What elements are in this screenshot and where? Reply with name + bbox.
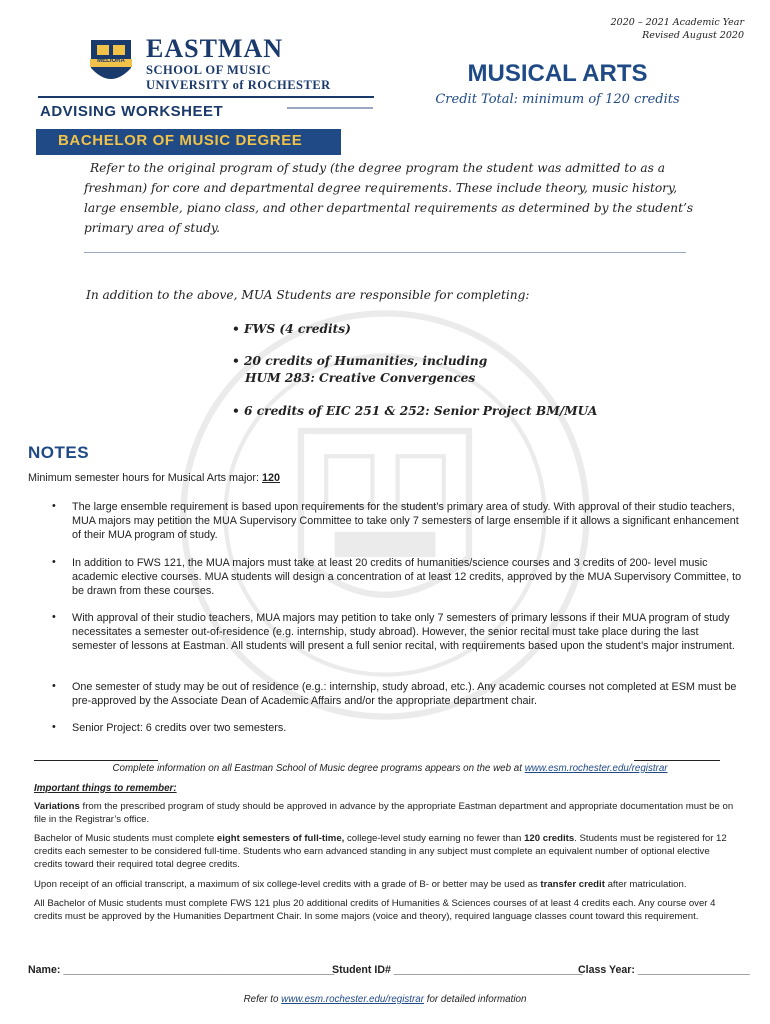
bullet-dot: • bbox=[52, 721, 56, 733]
degree-banner-text: BACHELOR OF MUSIC DEGREE bbox=[58, 132, 303, 149]
min-hours-value: 120 bbox=[262, 472, 281, 484]
credits-bold: 120 credits bbox=[524, 833, 575, 844]
note-item: With approval of their studio teachers, MUA majors may petition to take only 7 semesters of primary lessons if their MUA program of study necessitates a semester out-of-residence (e.g. internship, study abroad). However, the senior recital must take place during the last semester of lessons at Eastman. All students will present a full senior recital, with requirements based upon the student’s major instrument. bbox=[72, 612, 735, 652]
full-time-text-c: . Students must be registered for 12 credits each semester to be considered full-time. Students who earn advanced standing in any subject must complete an equivalent number of optional elective credits toward their required total degree credits. bbox=[34, 833, 727, 870]
note-item: In addition to FWS 121, the MUA majors must take at least 20 credits of humanities/science courses and 3 credits of 200- level music academic elective courses. MUA students will design a concentration of at least 12 credits, approved by the MUA Supervisory Committee, to be drawn from these courses. bbox=[72, 557, 742, 597]
full-time-text-b: college-level study earning no fewer than bbox=[344, 833, 525, 844]
transfer-bold: transfer credit bbox=[540, 879, 605, 890]
student-id-field[interactable]: Student ID# ________________________________ bbox=[332, 964, 583, 976]
header-fine-rule bbox=[287, 107, 373, 109]
advising-worksheet-label: ADVISING WORKSHEET bbox=[40, 103, 224, 120]
revised-date: Revised August 2020 bbox=[642, 30, 744, 41]
academic-year: 2020 – 2021 Academic Year bbox=[610, 17, 744, 28]
note-item: The large ensemble requirement is based upon requirements for the student’s primary area of study. With approval of their studio teachers, MUA majors may petition the MUA Supervisory Committee to take only 7 semesters of large ensemble if it allows a significant enhancement of their MUA program of study. bbox=[72, 501, 739, 541]
variations-text: from the prescribed program of study should be approved in advance by the appropriate Eastman department and appropriate documentation must be on file in the Registrar’s office. bbox=[34, 801, 734, 825]
intro-paragraph: Refer to the original program of study (the degree program the student was admitted to as a freshman) for core and departmental degree requirements. These include theory, music history, large ensemble, piano class, and other departmental requirements as determined by the student’s primary area of study. bbox=[84, 161, 694, 235]
credit-total: Credit Total: minimum of 120 credits bbox=[435, 92, 680, 107]
transfer-text-b: after matriculation. bbox=[604, 879, 687, 890]
requirements-lead: In addition to the above, MUA Students are responsible for completing: bbox=[86, 288, 530, 302]
requirement-hum283: HUM 283: Creative Convergences bbox=[245, 371, 476, 385]
variations-bold: Variations bbox=[34, 801, 80, 812]
bullet-dot: • bbox=[52, 611, 56, 623]
note-item: One semester of study may be out of residence (e.g.: internship, study abroad, etc.). Any academic courses not completed at ESM must be pre-approved by the Associate Dean of Academic Affairs and/or the appropriate department chair. bbox=[72, 681, 737, 707]
important-humanities: All Bachelor of Music students must complete FWS 121 plus 20 additional credits of Humanities & Sciences courses of at least 4 credits each. Any course over 4 credits must be approved by the Humanities Department Chair. In some majors (voice and theory), required language classes count toward this requirement. bbox=[34, 898, 716, 922]
wordmark-school: SCHOOL OF MUSIC bbox=[146, 63, 272, 77]
wordmark-eastman: EASTMAN bbox=[146, 34, 284, 63]
full-time-bold: eight semesters of full-time, bbox=[216, 833, 345, 844]
requirement-humanities: • 20 credits of Humanities, including bbox=[232, 354, 488, 368]
transfer-text-a: Upon receipt of an official transcript, a maximum of six college-level credits with a grade of B- or better may be used as bbox=[34, 879, 541, 890]
footer-suffix: for detailed information bbox=[424, 994, 527, 1005]
important-full-time bbox=[34, 832, 734, 871]
requirement-fws: • FWS (4 credits) bbox=[232, 322, 351, 336]
important-transfer bbox=[34, 878, 734, 891]
program-title: MUSICAL ARTS bbox=[467, 60, 648, 87]
footer-prefix: Refer to bbox=[243, 994, 282, 1005]
academic-year-block bbox=[611, 16, 744, 42]
note-item: Senior Project: 6 credits over two semesters. bbox=[72, 722, 287, 734]
section-divider bbox=[84, 252, 686, 253]
bullet-dot: • bbox=[52, 680, 56, 692]
name-field[interactable]: Name: ______________________________________________ bbox=[28, 964, 335, 976]
footer-registrar-link[interactable]: www.esm.rochester.edu/registrar bbox=[281, 994, 425, 1005]
complete-info bbox=[60, 763, 720, 774]
important-heading: Important things to remember: bbox=[34, 783, 177, 794]
important-variations bbox=[34, 800, 734, 826]
class-year-field[interactable]: Class Year: ___________________ bbox=[578, 964, 750, 976]
wordmark-university: UNIVERSITY of ROCHESTER bbox=[146, 78, 331, 92]
short-rule-left bbox=[34, 760, 158, 761]
full-time-text-a: Bachelor of Music students must complete bbox=[34, 833, 217, 844]
registrar-link[interactable]: www.esm.rochester.edu/registrar bbox=[524, 763, 668, 774]
footer bbox=[0, 994, 770, 1005]
short-rule-right bbox=[634, 760, 720, 761]
notes-heading: NOTES bbox=[28, 443, 90, 462]
requirement-eic: • 6 credits of EIC 251 & 252: Senior Project BM/MUA bbox=[232, 404, 598, 418]
bullet-dot: • bbox=[52, 556, 56, 568]
min-hours-label: Minimum semester hours for Musical Arts major: bbox=[28, 472, 262, 484]
min-semester-hours bbox=[28, 472, 280, 484]
seal-motto: MELIORA bbox=[97, 58, 125, 64]
complete-info-text: Complete information on all Eastman School of Music degree programs appears on the web at bbox=[112, 763, 525, 774]
bullet-dot: • bbox=[52, 500, 56, 512]
logo-divider bbox=[38, 96, 374, 98]
